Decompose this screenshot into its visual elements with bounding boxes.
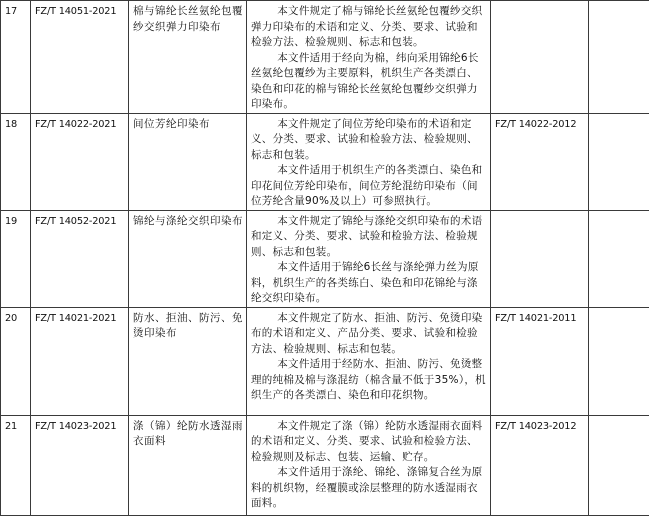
standard-description xyxy=(247,113,491,210)
applicability-text: 本文件适用于机织生产的各类漂白、染色和印花间位芳纶印染布，间位芳纶混纺印染布（间位芳纶含量90%及以上）可参照执行。 xyxy=(251,164,483,207)
blank-cell xyxy=(589,307,649,415)
scope-text: 本文件规定了棉与锦纶长丝氨纶包覆纱交织弹力印染布的术语和定义、分类、要求、试验和检验方法、检验规则、标志和包装。 xyxy=(251,5,483,48)
table-row xyxy=(1,415,649,515)
row-number: 20 xyxy=(1,307,31,415)
row-number: 21 xyxy=(1,415,31,515)
standard-name: 间位芳纶印染布 xyxy=(129,113,247,210)
blank-cell xyxy=(589,210,649,307)
standard-code: FZ/T 14051-2021 xyxy=(31,1,129,114)
replaced-standard: FZ/T 14022-2012 xyxy=(491,113,589,210)
standard-code: FZ/T 14052-2021 xyxy=(31,210,129,307)
standard-description xyxy=(247,415,491,515)
row-number: 18 xyxy=(1,113,31,210)
standard-description xyxy=(247,1,491,114)
replaced-standard xyxy=(491,1,589,114)
table-row xyxy=(1,1,649,114)
standard-description xyxy=(247,307,491,415)
scope-text: 本文件规定了涤（锦）纶防水透湿雨衣面料的术语和定义、分类、要求、试验和检验方法、检验规则及标志、包装、运输、贮存。 xyxy=(251,419,483,463)
applicability-text: 本文件适用于经防水、拒油、防污、免烫整理的纯棉及棉与涤混纺（棉含量不低于35%），机织生产的各类漂白、染色和印花织物。 xyxy=(251,358,486,401)
table-row xyxy=(1,113,649,210)
standard-code: FZ/T 14023-2021 xyxy=(31,415,129,515)
standard-description xyxy=(247,210,491,307)
standard-name: 防水、拒油、防污、免烫印染布 xyxy=(129,307,247,415)
applicability-text: 本文件适用于涤纶、锦纶、涤锦复合丝为原料的机织物，经覆膜或涂层整理的防水透湿雨衣面料。 xyxy=(251,466,483,509)
blank-cell xyxy=(589,1,649,114)
scope-text: 本文件规定了间位芳纶印染布的术语和定义、分类、要求、试验和检验方法、检验规则、标志和包装。 xyxy=(251,117,478,161)
standard-name: 锦纶与涤纶交织印染布 xyxy=(129,210,247,307)
table-row xyxy=(1,307,649,415)
standard-code: FZ/T 14021-2021 xyxy=(31,307,129,415)
row-number: 19 xyxy=(1,210,31,307)
replaced-standard: FZ/T 14023-2012 xyxy=(491,415,589,515)
standard-name: 涤（锦）纶防水透湿雨衣面料 xyxy=(129,415,247,515)
standard-name: 棉与锦纶长丝氨纶包覆纱交织弹力印染布 xyxy=(129,1,247,114)
scope-text: 本文件规定了防水、拒油、防污、免烫印染布的术语和定义、产品分类、要求、试验和检验方法、检验规则、标志和包装。 xyxy=(251,311,483,355)
row-number: 17 xyxy=(1,1,31,114)
replaced-standard xyxy=(491,210,589,307)
standard-code: FZ/T 14022-2021 xyxy=(31,113,129,210)
scope-text: 本文件规定了锦纶与涤纶交织印染布的术语和定义、分类、要求、试验和检验方法、检验规则、标志和包装。 xyxy=(251,214,483,258)
blank-cell xyxy=(589,113,649,210)
blank-cell xyxy=(589,415,649,515)
applicability-text: 本文件适用于锦纶6长丝与涤纶弹力丝为原料，机织生产的各类练白、染色和印花锦纶与涤纶交织印染布。 xyxy=(251,261,479,304)
replaced-standard: FZ/T 14021-2011 xyxy=(491,307,589,415)
applicability-text: 本文件适用于经向为棉，纬向采用锦纶6长丝氨纶包覆纱为主要原料，机织生产各类漂白、染色和印花的棉与锦纶长丝氨纶包覆纱交织弹力印染布。 xyxy=(251,51,479,110)
table-row xyxy=(1,210,649,307)
